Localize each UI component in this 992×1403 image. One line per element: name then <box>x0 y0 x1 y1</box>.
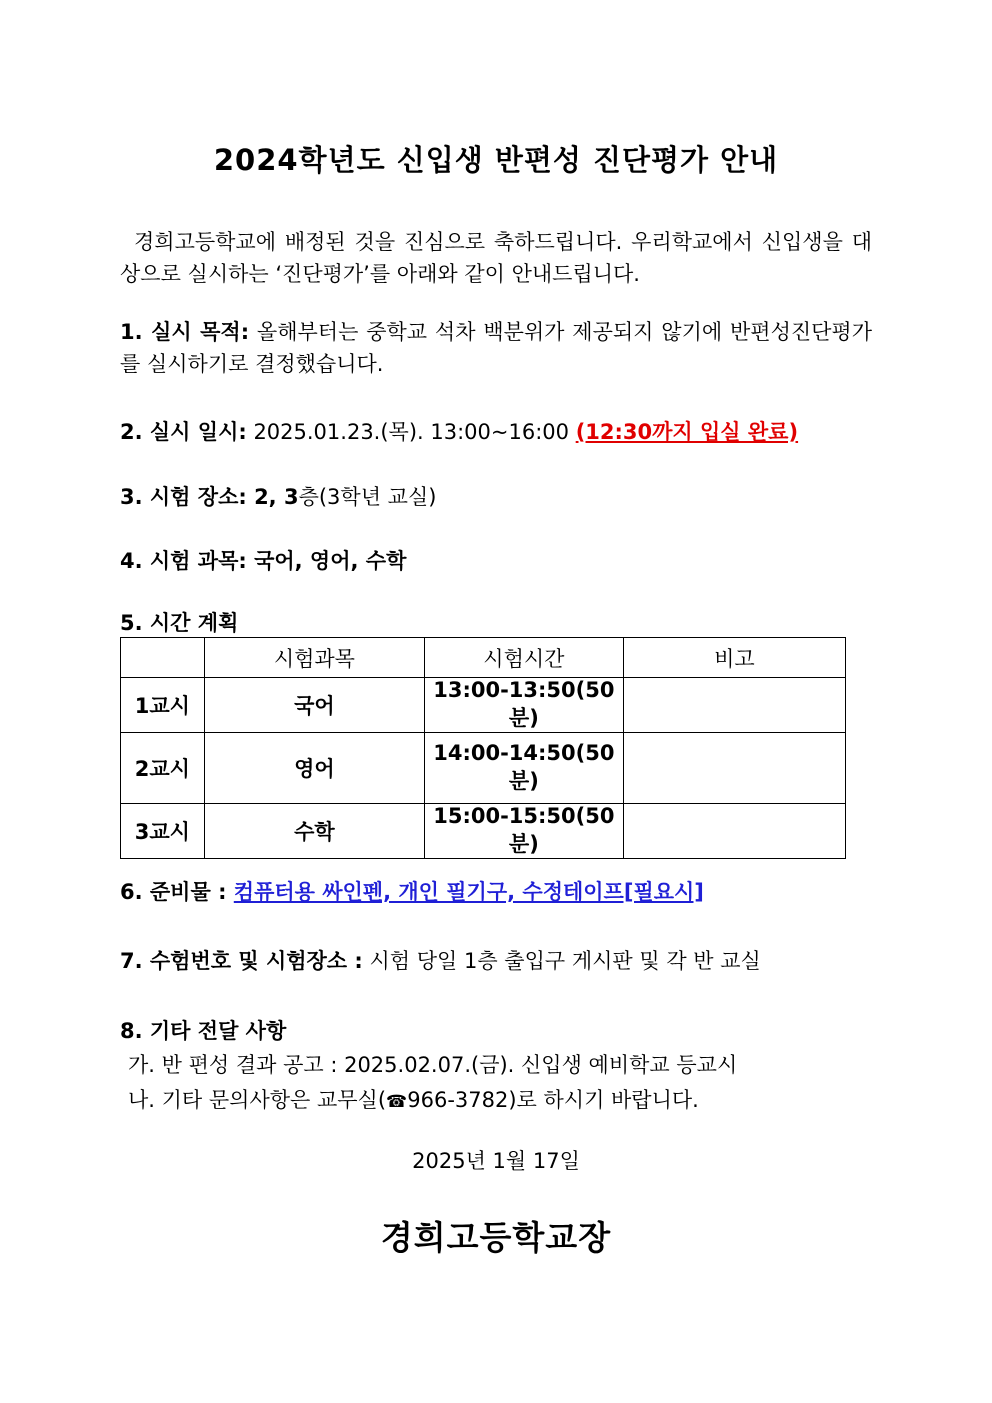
entry-deadline-note: (12:30까지 입실 완료) <box>575 420 799 444</box>
table-row <box>121 678 846 733</box>
period-cell: 3교시 <box>121 804 205 859</box>
note-cell <box>623 804 845 859</box>
subject-cell: 영어 <box>204 733 424 804</box>
schedule-table <box>120 637 846 859</box>
note-cell <box>623 733 845 804</box>
period-cell: 2교시 <box>121 733 205 804</box>
subject-cell: 수학 <box>204 804 424 859</box>
subitem-na-post: 966-3782)로 하시기 바랍니다. <box>407 1088 699 1112</box>
phone-icon: ☎ <box>386 1092 408 1112</box>
table-row <box>121 733 846 804</box>
item-purpose-text: 올해부터는 중학교 석차 백분위가 제공되지 않기에 반편성진단평가를 실시하기로 결정했습니다. <box>120 320 872 376</box>
supplies-list: 컴퓨터용 싸인펜, 개인 필기구, 수정테이프[필요시] <box>233 880 704 904</box>
subject-cell: 국어 <box>204 678 424 733</box>
item-location-text: 층(3학년 교실) <box>298 485 437 509</box>
table-header-cell <box>121 638 205 678</box>
item-location <box>120 481 436 511</box>
subitem-na <box>128 1084 699 1114</box>
item-subjects: 4. 시험 과목: 국어, 영어, 수학 <box>120 549 407 573</box>
table-header-cell: 비고 <box>623 638 845 678</box>
time-cell: 13:00-13:50(50분) <box>425 678 624 733</box>
item-exam-number <box>120 945 761 975</box>
item-exam-number-text: 시험 당일 1층 출입구 게시판 및 각 반 교실 <box>362 949 761 973</box>
item-location-label: 3. 시험 장소: 2, 3 <box>120 485 299 509</box>
table-row <box>121 804 846 859</box>
document-date: 2025년 1월 17일 <box>412 1149 580 1173</box>
item-datetime-text: 2025.01.23.(목). 13:00~16:00 <box>246 420 576 444</box>
signature: 경희고등학교장 <box>380 1218 612 1257</box>
period-cell: 1교시 <box>121 678 205 733</box>
item-purpose <box>120 316 872 380</box>
item-schedule-heading: 5. 시간 계획 <box>120 611 239 635</box>
note-cell <box>623 678 845 733</box>
subitem-na-pre: 나. 기타 문의사항은 교무실( <box>128 1088 387 1112</box>
intro-paragraph: 경희고등학교에 배정된 것을 진심으로 축하드립니다. 우리학교에서 신입생을 대상으로 실시하는 ‘진단평가’를 아래와 같이 안내드립니다. <box>120 230 872 286</box>
item-purpose-label: 1. 실시 목적: <box>120 320 250 344</box>
table-header-cell: 시험시간 <box>425 638 624 678</box>
table-header-cell: 시험과목 <box>204 638 424 678</box>
time-cell: 14:00-14:50(50분) <box>425 733 624 804</box>
item-other-heading: 8. 기타 전달 사항 <box>120 1019 287 1043</box>
item-supplies-label: 6. 준비물 : <box>120 880 234 904</box>
time-cell: 15:00-15:50(50분) <box>425 804 624 859</box>
page-title: 2024학년도 신입생 반편성 진단평가 안내 <box>213 143 779 177</box>
table-header-row <box>121 638 846 678</box>
item-exam-number-label: 7. 수험번호 및 시험장소 : <box>120 949 363 973</box>
item-datetime-label: 2. 실시 일시: <box>120 420 247 444</box>
item-datetime <box>120 416 798 446</box>
subitem-ga: 가. 반 편성 결과 공고 : 2025.02.07.(금). 신입생 예비학교 등교시 <box>128 1053 738 1077</box>
item-supplies <box>120 876 704 906</box>
